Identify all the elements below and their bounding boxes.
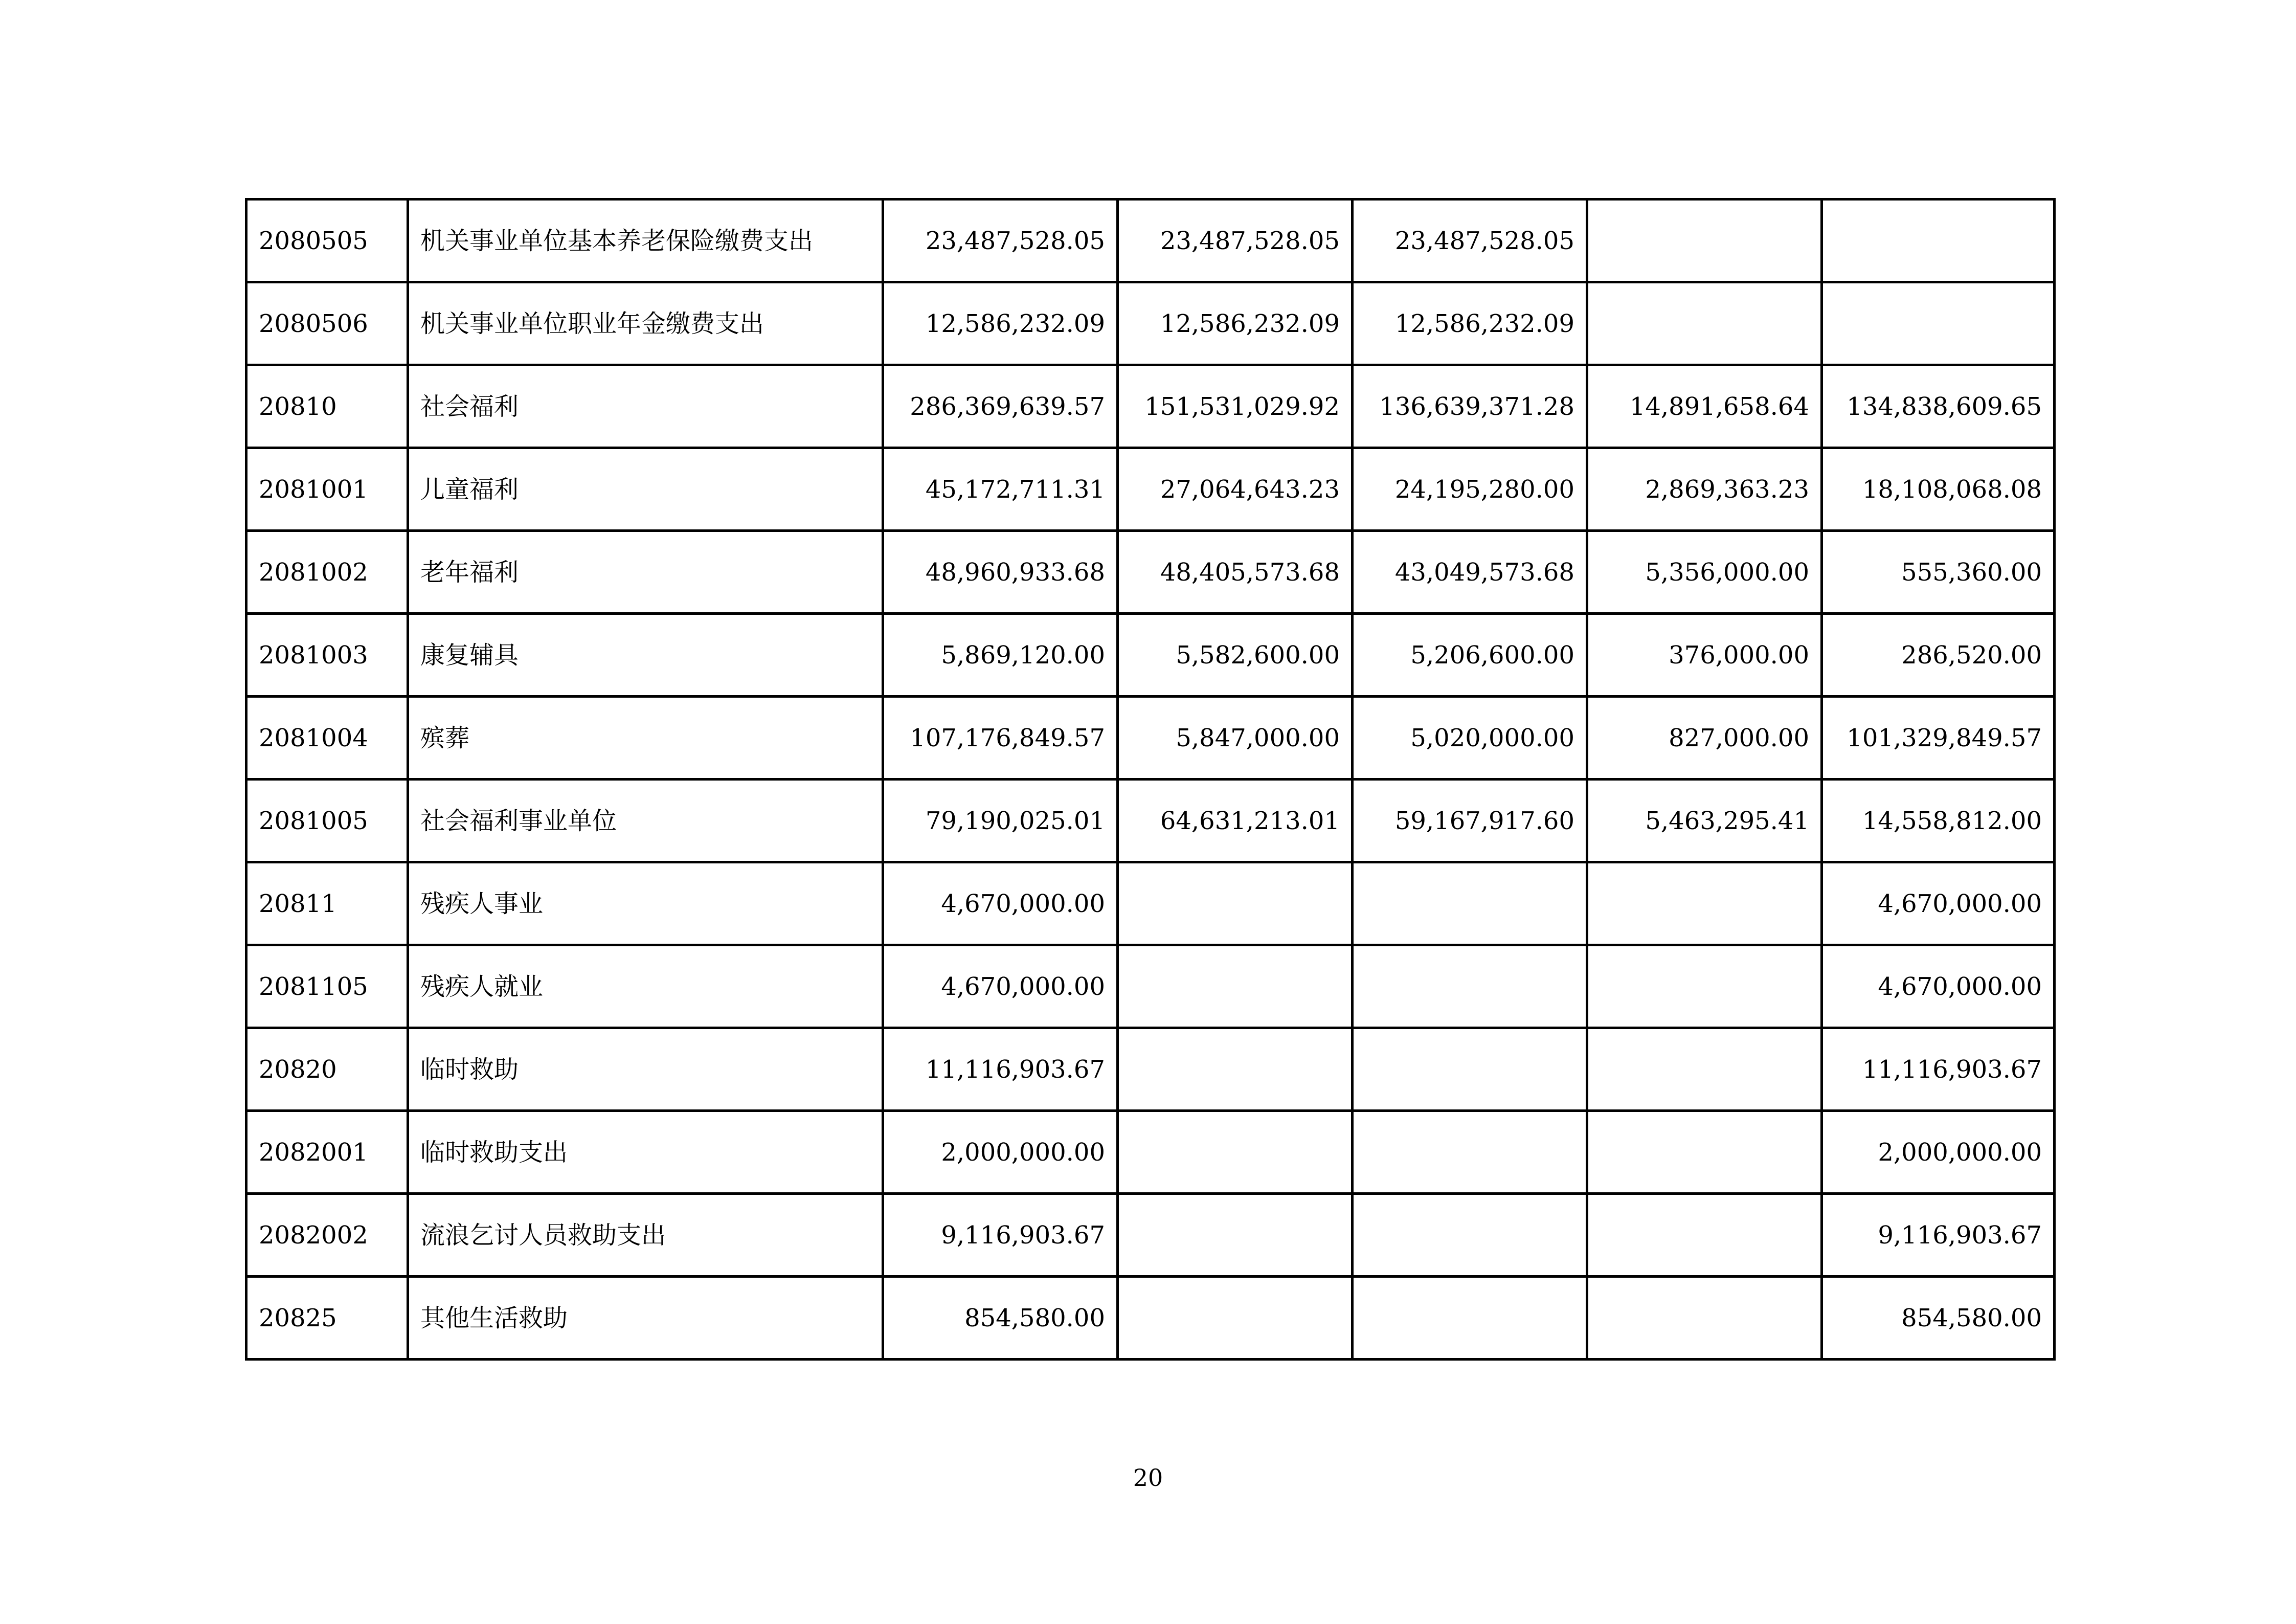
amount-cell-2: 151,531,029.92 <box>1118 365 1353 448</box>
subject-code-cell: 20811 <box>246 862 408 945</box>
amount-cell-5: 555,360.00 <box>1822 531 2055 614</box>
amount-cell-5: 14,558,812.00 <box>1822 780 2055 862</box>
amount-cell-1: 286,369,639.57 <box>883 365 1118 448</box>
amount-cell-2: 23,487,528.05 <box>1118 199 1353 282</box>
amount-cell-5: 854,580.00 <box>1822 1277 2055 1360</box>
amount-cell-3: 24,195,280.00 <box>1353 448 1587 531</box>
subject-code-cell: 2081105 <box>246 945 408 1028</box>
page-number: 20 <box>1133 1464 1163 1492</box>
amount-cell-3 <box>1353 1028 1587 1111</box>
subject-code-cell: 20820 <box>246 1028 408 1111</box>
amount-cell-3: 136,639,371.28 <box>1353 365 1587 448</box>
subject-name-cell: 其他生活救助 <box>408 1277 883 1360</box>
amount-cell-2 <box>1118 1277 1353 1360</box>
amount-cell-1: 11,116,903.67 <box>883 1028 1118 1111</box>
amount-cell-3 <box>1353 1111 1587 1194</box>
subject-code-cell: 20810 <box>246 365 408 448</box>
table-row <box>246 1277 2055 1360</box>
amount-cell-1: 12,586,232.09 <box>883 282 1118 365</box>
amount-cell-5 <box>1822 199 2055 282</box>
amount-cell-1: 107,176,849.57 <box>883 697 1118 780</box>
amount-cell-1: 48,960,933.68 <box>883 531 1118 614</box>
subject-code-cell: 2081005 <box>246 780 408 862</box>
amount-cell-4 <box>1587 1111 1822 1194</box>
amount-cell-2: 64,631,213.01 <box>1118 780 1353 862</box>
subject-name-cell: 机关事业单位基本养老保险缴费支出 <box>408 199 883 282</box>
amount-cell-4 <box>1587 1194 1822 1277</box>
subject-name-cell: 临时救助 <box>408 1028 883 1111</box>
amount-cell-3 <box>1353 1277 1587 1360</box>
amount-cell-2: 5,582,600.00 <box>1118 614 1353 697</box>
amount-cell-3: 43,049,573.68 <box>1353 531 1587 614</box>
table-row <box>246 1028 2055 1111</box>
amount-cell-1: 854,580.00 <box>883 1277 1118 1360</box>
amount-cell-5: 134,838,609.65 <box>1822 365 2055 448</box>
amount-cell-4 <box>1587 282 1822 365</box>
subject-name-cell: 老年福利 <box>408 531 883 614</box>
amount-cell-4: 376,000.00 <box>1587 614 1822 697</box>
amount-cell-4 <box>1587 945 1822 1028</box>
amount-cell-3: 5,206,600.00 <box>1353 614 1587 697</box>
amount-cell-4: 2,869,363.23 <box>1587 448 1822 531</box>
amount-cell-1: 4,670,000.00 <box>883 945 1118 1028</box>
amount-cell-5: 2,000,000.00 <box>1822 1111 2055 1194</box>
amount-cell-1: 5,869,120.00 <box>883 614 1118 697</box>
amount-cell-5: 4,670,000.00 <box>1822 945 2055 1028</box>
table-row <box>246 862 2055 945</box>
table-row <box>246 1111 2055 1194</box>
amount-cell-3 <box>1353 862 1587 945</box>
amount-cell-3: 5,020,000.00 <box>1353 697 1587 780</box>
amount-cell-4 <box>1587 1277 1822 1360</box>
amount-cell-5: 11,116,903.67 <box>1822 1028 2055 1111</box>
amount-cell-2 <box>1118 945 1353 1028</box>
amount-cell-1: 4,670,000.00 <box>883 862 1118 945</box>
amount-cell-3 <box>1353 945 1587 1028</box>
subject-code-cell: 2081004 <box>246 697 408 780</box>
subject-code-cell: 2080506 <box>246 282 408 365</box>
amount-cell-4: 5,356,000.00 <box>1587 531 1822 614</box>
amount-cell-4 <box>1587 862 1822 945</box>
budget-table-container <box>245 198 2056 1361</box>
budget-expenditure-table <box>245 198 2056 1361</box>
amount-cell-4 <box>1587 199 1822 282</box>
amount-cell-2 <box>1118 1194 1353 1277</box>
amount-cell-2: 27,064,643.23 <box>1118 448 1353 531</box>
amount-cell-1: 23,487,528.05 <box>883 199 1118 282</box>
table-body <box>246 199 2055 1360</box>
amount-cell-5: 286,520.00 <box>1822 614 2055 697</box>
amount-cell-5: 4,670,000.00 <box>1822 862 2055 945</box>
amount-cell-5: 101,329,849.57 <box>1822 697 2055 780</box>
amount-cell-3: 59,167,917.60 <box>1353 780 1587 862</box>
table-row <box>246 282 2055 365</box>
subject-name-cell: 儿童福利 <box>408 448 883 531</box>
table-row <box>246 365 2055 448</box>
subject-code-cell: 20825 <box>246 1277 408 1360</box>
table-row <box>246 697 2055 780</box>
subject-code-cell: 2080505 <box>246 199 408 282</box>
amount-cell-4 <box>1587 1028 1822 1111</box>
table-row <box>246 448 2055 531</box>
amount-cell-1: 9,116,903.67 <box>883 1194 1118 1277</box>
table-row <box>246 945 2055 1028</box>
subject-code-cell: 2081002 <box>246 531 408 614</box>
amount-cell-4: 827,000.00 <box>1587 697 1822 780</box>
subject-name-cell: 流浪乞讨人员救助支出 <box>408 1194 883 1277</box>
amount-cell-2 <box>1118 1028 1353 1111</box>
amount-cell-3: 23,487,528.05 <box>1353 199 1587 282</box>
amount-cell-5: 9,116,903.67 <box>1822 1194 2055 1277</box>
table-row <box>246 614 2055 697</box>
table-row <box>246 531 2055 614</box>
amount-cell-2 <box>1118 862 1353 945</box>
amount-cell-2: 5,847,000.00 <box>1118 697 1353 780</box>
table-row <box>246 199 2055 282</box>
table-row <box>246 1194 2055 1277</box>
amount-cell-2: 48,405,573.68 <box>1118 531 1353 614</box>
amount-cell-4: 5,463,295.41 <box>1587 780 1822 862</box>
subject-name-cell: 康复辅具 <box>408 614 883 697</box>
subject-name-cell: 殡葬 <box>408 697 883 780</box>
subject-name-cell: 残疾人就业 <box>408 945 883 1028</box>
amount-cell-5 <box>1822 282 2055 365</box>
amount-cell-1: 45,172,711.31 <box>883 448 1118 531</box>
subject-name-cell: 社会福利 <box>408 365 883 448</box>
amount-cell-3 <box>1353 1194 1587 1277</box>
subject-code-cell: 2081003 <box>246 614 408 697</box>
amount-cell-2 <box>1118 1111 1353 1194</box>
amount-cell-2: 12,586,232.09 <box>1118 282 1353 365</box>
subject-code-cell: 2082002 <box>246 1194 408 1277</box>
table-row <box>246 780 2055 862</box>
amount-cell-1: 79,190,025.01 <box>883 780 1118 862</box>
subject-name-cell: 临时救助支出 <box>408 1111 883 1194</box>
amount-cell-3: 12,586,232.09 <box>1353 282 1587 365</box>
subject-name-cell: 机关事业单位职业年金缴费支出 <box>408 282 883 365</box>
subject-code-cell: 2082001 <box>246 1111 408 1194</box>
subject-name-cell: 社会福利事业单位 <box>408 780 883 862</box>
subject-code-cell: 2081001 <box>246 448 408 531</box>
amount-cell-1: 2,000,000.00 <box>883 1111 1118 1194</box>
amount-cell-4: 14,891,658.64 <box>1587 365 1822 448</box>
subject-name-cell: 残疾人事业 <box>408 862 883 945</box>
amount-cell-5: 18,108,068.08 <box>1822 448 2055 531</box>
